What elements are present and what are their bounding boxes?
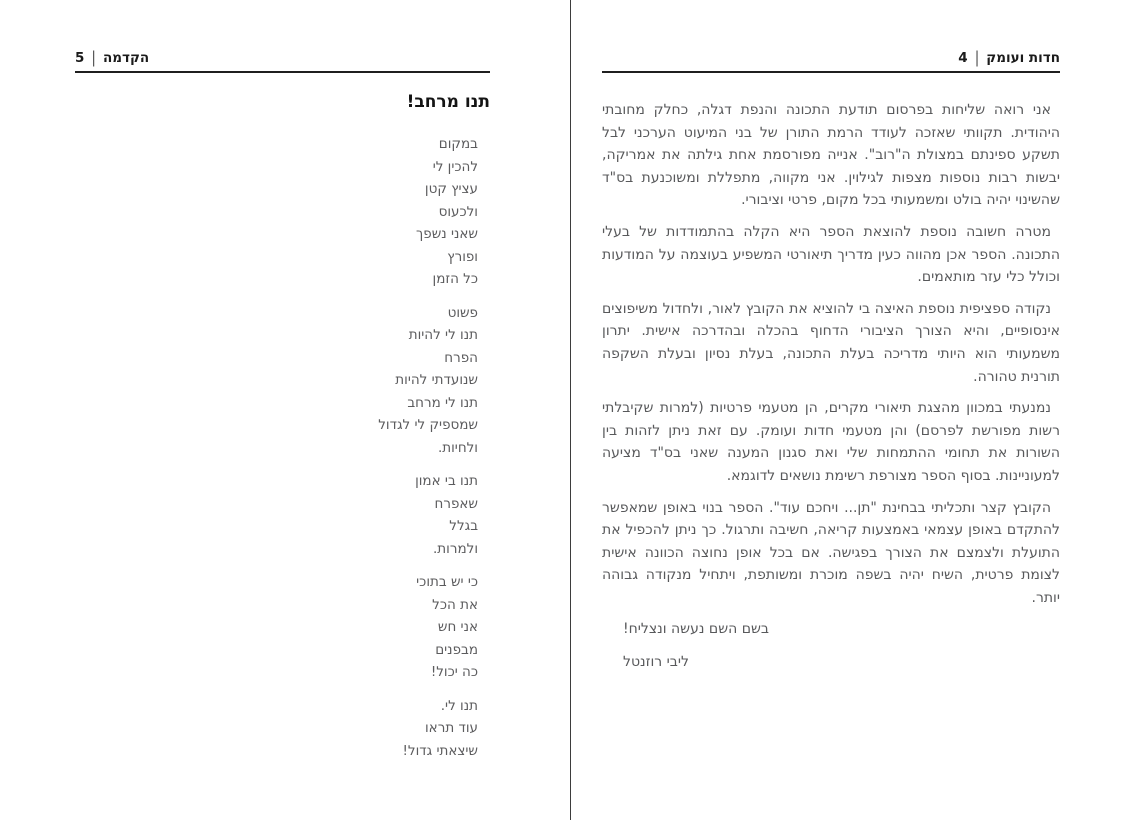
poem-line: תנו לי. xyxy=(440,697,478,714)
poem-stanza-5 xyxy=(75,695,478,763)
poem-line: שאני נשפך xyxy=(416,226,478,242)
poem-line: שאפרח xyxy=(434,495,478,512)
poem-stanza-1 xyxy=(75,133,478,291)
right-header-rule xyxy=(602,71,1060,73)
poem-line: הפרח xyxy=(444,349,478,366)
poem-line: ולכעוס xyxy=(438,203,478,220)
poem-section xyxy=(75,92,490,773)
left-header-separator: | xyxy=(91,48,96,68)
poem-line: להכין לי xyxy=(432,158,478,175)
poem-line: אני חש xyxy=(437,619,478,635)
poem-line: ולמרות. xyxy=(433,540,478,557)
right-header-title: חדות ועומק xyxy=(986,50,1060,66)
paragraph-1: אני רואה שליחות בפרסום תודעת התכונה והנפת דגלה, כחלק מחובתי היהודית. תקוותי שאזכה לעודד הרמת התורן של בני המיעוט הערכני לבל תשקע ספינתם במצולת ה"רוב". אנייה מפורסמת אחת גילתה את אמריקה, יבשות רבות נוספות מצפות לגילוין. אני מקווה, מתפללת ומשוכנעת בס"ד שהשינוי יהיה בולט ומשמעותי בכל מקום, פרטי וציבורי. xyxy=(602,102,1060,209)
poem-line: ולחיות. xyxy=(437,439,478,456)
poem-stanza-4 xyxy=(75,571,478,684)
poem-line: כה יכול! xyxy=(430,664,478,680)
poem-title: תנו מרחב! xyxy=(406,92,490,112)
signature-line: ליבי רוזנטל xyxy=(623,654,689,671)
poem-line: תנו לי מרחב xyxy=(407,394,478,411)
poem-line: תנו לי להיות xyxy=(408,327,478,343)
poem-stanza-3 xyxy=(75,470,478,560)
paragraph-3: נקודה ספציפית נוספת האיצה בי להוציא את הקובץ לאור, ולחדול משיפוצים אינסופיים, והיא הצורך הציבורי הדחוף בהכלה ובהדרכה אישית. יתרון משמעותי הוא היותי מדריכה בעלת התכונה, בעלת נסיון ובעלת השקפה תורנית טהורה. xyxy=(602,300,1060,385)
poem-stanza-2 xyxy=(75,302,478,460)
introduction-text xyxy=(602,99,1060,674)
poem-line: מבפנים xyxy=(435,641,478,658)
poem-line: את הכל xyxy=(432,596,478,613)
left-running-head xyxy=(75,50,149,66)
poem-line: פשוט xyxy=(447,304,478,321)
paragraph-4: נמנעתי במכוון מהצגת תיאורי מקרים, הן מטעמי פרטיות (למרות שקיבלתי רשות מפורשת לפרסם) והן מטעמי חדות ועומק. עם זאת ניתן לזהות בין השורות את תחומי ההתמחות שלי ואת סגנון המענה שאני בס"ד מציעה למעוניינות. בסוף הספר מצורפת רשימת נושאים לדוגמא. xyxy=(602,400,1060,484)
poem-line: שיצאתי גדול! xyxy=(402,742,478,759)
poem-line: כל הזמן xyxy=(432,271,478,287)
right-page-number: 4 xyxy=(958,50,968,66)
left-page-number: 5 xyxy=(75,50,85,66)
poem-line: עוד תראו xyxy=(425,720,478,736)
poem-line: כי יש בתוכי xyxy=(416,574,478,590)
poem-line: שמספיק לי לגדול xyxy=(378,417,478,433)
page-right xyxy=(571,0,1139,820)
poem xyxy=(75,133,490,762)
closing-block xyxy=(602,618,1060,673)
left-header-title: הקדמה xyxy=(102,50,150,66)
paragraph-2: מטרה חשובה נוספת להוצאת הספר היא הקלה בהתמודדות של בעלי התכונה. הספר אכן מהווה כעין מדריך תיאורטי המשפיע בעוצמה על המודעות וכולל כלי עזר מותאמים. xyxy=(602,223,1060,286)
right-header-separator: | xyxy=(974,48,980,68)
paragraph-5: הקובץ קצר ותכליתי בבחינת "תן... ויחכם עוד". הספר בנוי באופן שמאפשר להתקדם באופן עצמאי באמצעות קריאה, חשיבה ותרגול. כך ניתן להכפיל את התועלת ולצמצם את הצורך בפגישה. אם בכל אופן נחוצה הכוונה אישית לצומת פרטית, השיח יהיה בשפה מוכרת ומשותפת, ויתחיל מנקודה גבוהה יותר. xyxy=(602,499,1060,606)
poem-line: במקום xyxy=(438,136,478,152)
left-header-rule xyxy=(75,71,490,73)
poem-line: עציץ קטן xyxy=(424,181,478,197)
poem-line: בגלל xyxy=(449,518,478,534)
right-running-head xyxy=(958,50,1060,66)
blessing-line: בשם השם נעשה ונצליח! xyxy=(623,621,770,638)
poem-line: ופורץ xyxy=(447,248,478,265)
poem-line: תנו בי אמון xyxy=(415,473,478,489)
poem-line: שנועדתי להיות xyxy=(395,372,478,388)
